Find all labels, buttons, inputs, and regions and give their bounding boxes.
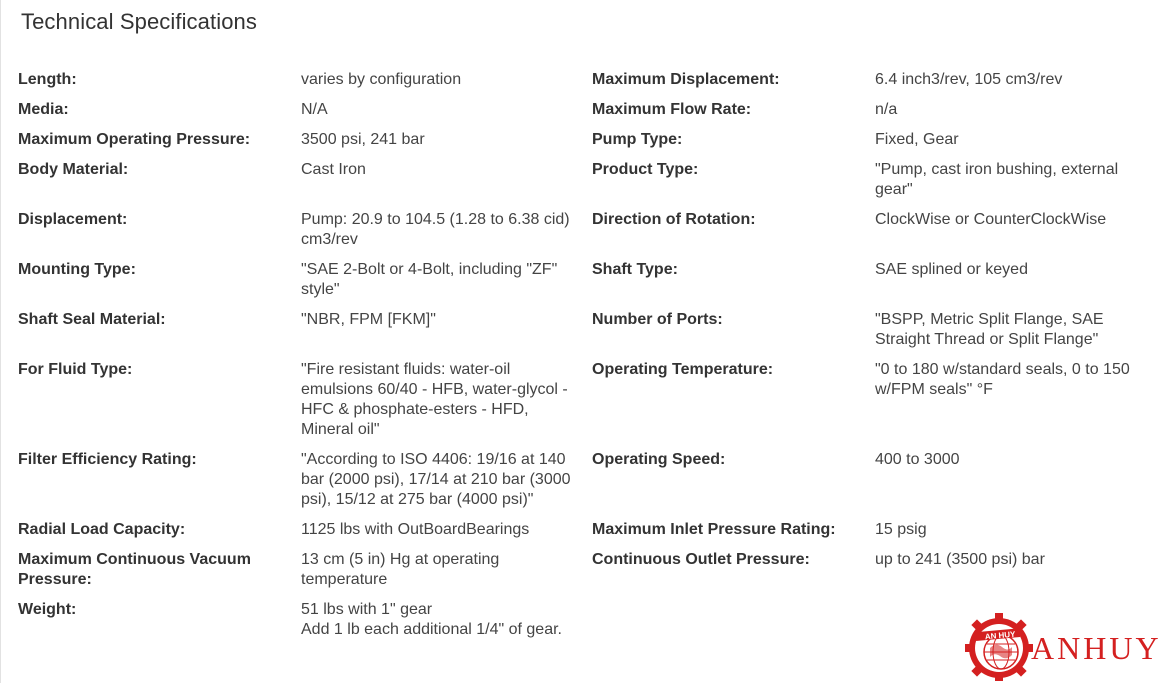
spec-value: ClockWise or CounterClockWise (875, 211, 1107, 228)
spec-value: SAE splined or keyed (875, 261, 1028, 278)
spec-value: 400 to 3000 (875, 451, 960, 468)
page-title: Technical Specifications (21, 9, 257, 34)
spec-label: Direction of Rotation: (592, 211, 756, 228)
spec-label: Pump Type: (592, 131, 683, 148)
spec-value: "SAE 2-Bolt or 4-Bolt, including "ZF" style" (301, 261, 558, 298)
spec-label: Operating Temperature: (592, 361, 774, 378)
spec-label: Number of Ports: (592, 311, 723, 328)
anhuy-logo (964, 612, 1164, 682)
spec-value: 6.4 inch3/rev, 105 cm3/rev (875, 71, 1063, 88)
spec-value: varies by configuration (301, 71, 462, 88)
spec-value: up to 241 (3500 psi) bar (875, 551, 1045, 568)
spec-label: Displacement: (18, 211, 128, 228)
spec-value: 13 cm (5 in) Hg at operating temperature (301, 551, 500, 588)
spec-value-line: 51 lbs with 1" gear (301, 601, 433, 618)
spec-label: Product Type: (592, 161, 699, 178)
spec-label: Maximum Flow Rate: (592, 101, 752, 118)
spec-value: "BSPP, Metric Split Flange, SAE Straight Thread or Split Flange" (875, 311, 1104, 348)
spec-label: Shaft Seal Material: (18, 311, 166, 328)
logo-text: ANHUY (1031, 630, 1162, 666)
spec-value: Cast Iron (301, 161, 366, 178)
spec-label: Mounting Type: (18, 261, 136, 278)
spec-label: Maximum Inlet Pressure Rating: (592, 521, 836, 538)
spec-label: Shaft Type: (592, 261, 678, 278)
spec-value (301, 598, 592, 648)
logo-badge-text: AN HUY (984, 629, 1016, 642)
spec-value: "According to ISO 4406: 19/16 at 140 bar (2000 psi), 17/14 at 210 bar (3000 psi), 15/12 at 275 bar (4000 psi)" (301, 451, 571, 508)
spec-label: Body Material: (18, 161, 129, 178)
spec-value: Fixed, Gear (875, 131, 959, 148)
spec-value: "0 to 180 w/standard seals, 0 to 150 w/FPM seals" °F (875, 361, 1130, 398)
spec-label: Weight: (18, 601, 77, 618)
spec-value: "NBR, FPM [FKM]" (301, 311, 436, 328)
spec-label: Radial Load Capacity: (18, 521, 186, 538)
spec-label (592, 598, 875, 648)
spec-label: Length: (18, 71, 77, 88)
spec-label: Continuous Outlet Pressure: (592, 551, 810, 568)
spec-label: Filter Efficiency Rating: (18, 451, 197, 468)
spec-label: Maximum Continuous Vacuum Pressure: (18, 551, 251, 588)
spec-value: 15 psig (875, 521, 927, 538)
spec-value: n/a (875, 101, 898, 118)
spec-value: "Pump, cast iron bushing, external gear" (875, 161, 1119, 198)
spec-label: Media: (18, 101, 69, 118)
spec-value: N/A (301, 101, 328, 118)
spec-value: 1125 lbs with OutBoardBearings (301, 521, 530, 538)
spec-value: Pump: 20.9 to 104.5 (1.28 to 6.38 cid) cm3/rev (301, 211, 570, 248)
gear-globe-icon (964, 612, 1034, 682)
spec-label: Maximum Displacement: (592, 71, 780, 88)
spec-value: 3500 psi, 241 bar (301, 131, 425, 148)
spec-value: "Fire resistant fluids: water-oil emulsions 60/40 - HFB, water-glycol - HFC & phosphate-esters - HFD, Mineral oil" (301, 361, 568, 438)
spec-value-line: Add 1 lb each additional 1/4" of gear. (301, 621, 562, 638)
spec-label: Operating Speed: (592, 451, 726, 468)
spec-table (18, 68, 1153, 648)
spec-label: For Fluid Type: (18, 361, 133, 378)
spec-label: Maximum Operating Pressure: (18, 131, 251, 148)
